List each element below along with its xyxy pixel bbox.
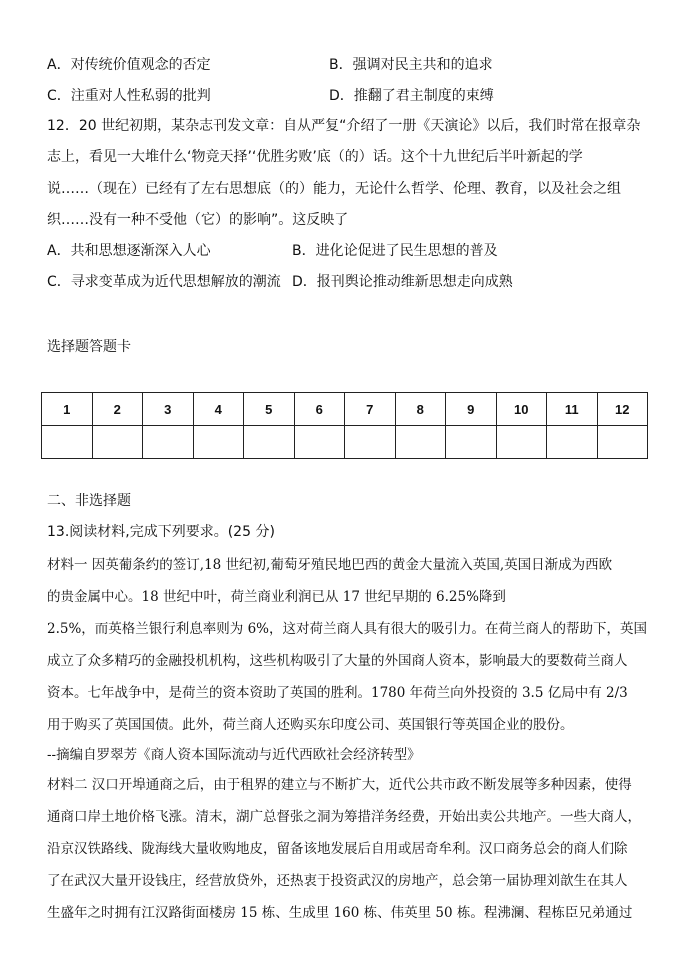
answer-cell <box>92 426 143 459</box>
q12-stem-line: 志上，看见一大堆什么‘物竞天择’‘优胜劣败’底（的）话。这个十九世纪后半叶新起的学 <box>47 149 583 165</box>
answer-number-2: 2 <box>92 393 143 426</box>
answer-cell <box>193 426 244 459</box>
answer-number-11: 11 <box>547 393 598 426</box>
q12-stem-line: 织……没有一种不受他（它）的影响”。这反映了 <box>47 212 349 228</box>
answer-cell <box>345 426 396 459</box>
answer-number-9: 9 <box>446 393 497 426</box>
answer-number-4: 4 <box>193 393 244 426</box>
answer-cell <box>446 426 497 459</box>
material1-line: 2.5%，而英格兰银行利息率则为 6%，这对荷兰商人具有很大的吸引力。在荷兰商人的帮助下，英国 <box>47 621 648 637</box>
answer-card-blank-row <box>42 426 648 459</box>
answer-number-5: 5 <box>244 393 295 426</box>
q11-option-d: D．推翻了君主制度的束缚 <box>329 88 494 104</box>
material1-line: 的贵金属中心。18 世纪中叶，荷兰商业利润已从 17 世纪早期的 6.25%降到 <box>47 589 506 605</box>
answer-cell <box>294 426 345 459</box>
material1-line: 用于购买了英国国债。此外，荷兰商人还购买东印度公司、英国银行等英国企业的股份。 <box>47 717 574 733</box>
answer-cell <box>143 426 194 459</box>
answer-number-1: 1 <box>42 393 93 426</box>
answer-number-3: 3 <box>143 393 194 426</box>
answer-cell <box>547 426 598 459</box>
material2-line: 了在武汉大量开设钱庄，经营放贷外，还热衷于投资武汉的房地产，总会第一届协理刘歆生在其人 <box>47 873 628 889</box>
answer-number-6: 6 <box>294 393 345 426</box>
answer-card-title: 选择题答题卡 <box>47 339 131 355</box>
material2-line: 沿京汉铁路线、陇海线大量收购地皮，留备该地发展后自用或居奇牟利。汉口商务总会的商人们除 <box>47 841 628 857</box>
q12-option-c: C．寻求变革成为近代思想解放的潮流 <box>47 274 281 290</box>
material1-line: 成立了众多精巧的金融投机机构，这些机构吸引了大量的外国商人资本，影响最大的要数荷兰商人 <box>47 653 628 669</box>
answer-card-table <box>41 392 648 459</box>
q12-option-b: B．进化论促进了民生思想的普及 <box>292 243 498 259</box>
q11-option-b: B．强调对民主共和的追求 <box>329 57 493 73</box>
material1-line: 材料一 因英葡条约的签订,18 世纪初,葡萄牙殖民地巴西的黄金大量流入英国,英国日渐成为西欧 <box>47 557 613 573</box>
answer-cell <box>42 426 93 459</box>
material2-line: 通商口岸土地价格飞涨。清末，湖广总督张之洞为筹措洋务经费，开始出卖公共地产。一些大商人， <box>47 809 641 825</box>
q12-option-a: A．共和思想逐渐深入人心 <box>47 243 211 259</box>
answer-number-7: 7 <box>345 393 396 426</box>
q13-title: 13.阅读材料,完成下列要求。(25 分) <box>47 524 275 540</box>
answer-cell <box>496 426 547 459</box>
answer-cell <box>244 426 295 459</box>
answer-card-header-row <box>42 393 648 426</box>
material2-line: 生盛年之时拥有江汉路街面楼房 15 栋、生成里 160 栋、伟英里 50 栋。程沸澜、程栋臣兄弟通过 <box>47 905 633 921</box>
material2-line: 材料二 汉口开埠通商之后，由于租界的建立与不断扩大，近代公共市政不断发展等多种因素，使得 <box>47 777 632 793</box>
answer-number-12: 12 <box>597 393 648 426</box>
answer-number-8: 8 <box>395 393 446 426</box>
q11-option-a: A．对传统价值观念的否定 <box>47 57 211 73</box>
section2-heading: 二、非选择题 <box>47 493 131 509</box>
q12-option-d: D．报刊舆论推动维新思想走向成熟 <box>292 274 513 290</box>
answer-cell <box>597 426 648 459</box>
q12-stem-line: 说……（现在）已经有了左右思想底（的）能力，无论什么哲学、伦理、教育，以及社会之组 <box>47 181 621 197</box>
answer-cell <box>395 426 446 459</box>
material1-line: 资本。七年战争中，是荷兰的资本资助了英国的胜利。1780 年荷兰向外投资的 3.5 亿局中有 2/3 <box>47 685 628 701</box>
material1-source: --摘编自罗翠芳《商人资本国际流动与近代西欧社会经济转型》 <box>47 747 421 763</box>
answer-number-10: 10 <box>496 393 547 426</box>
q11-option-c: C．注重对人性私弱的批判 <box>47 88 211 104</box>
q12-stem-line: 12．20 世纪初期，某杂志刊发文章：自从严复“介绍了一册《天演论》以后，我们时常在报章杂 <box>47 118 641 134</box>
